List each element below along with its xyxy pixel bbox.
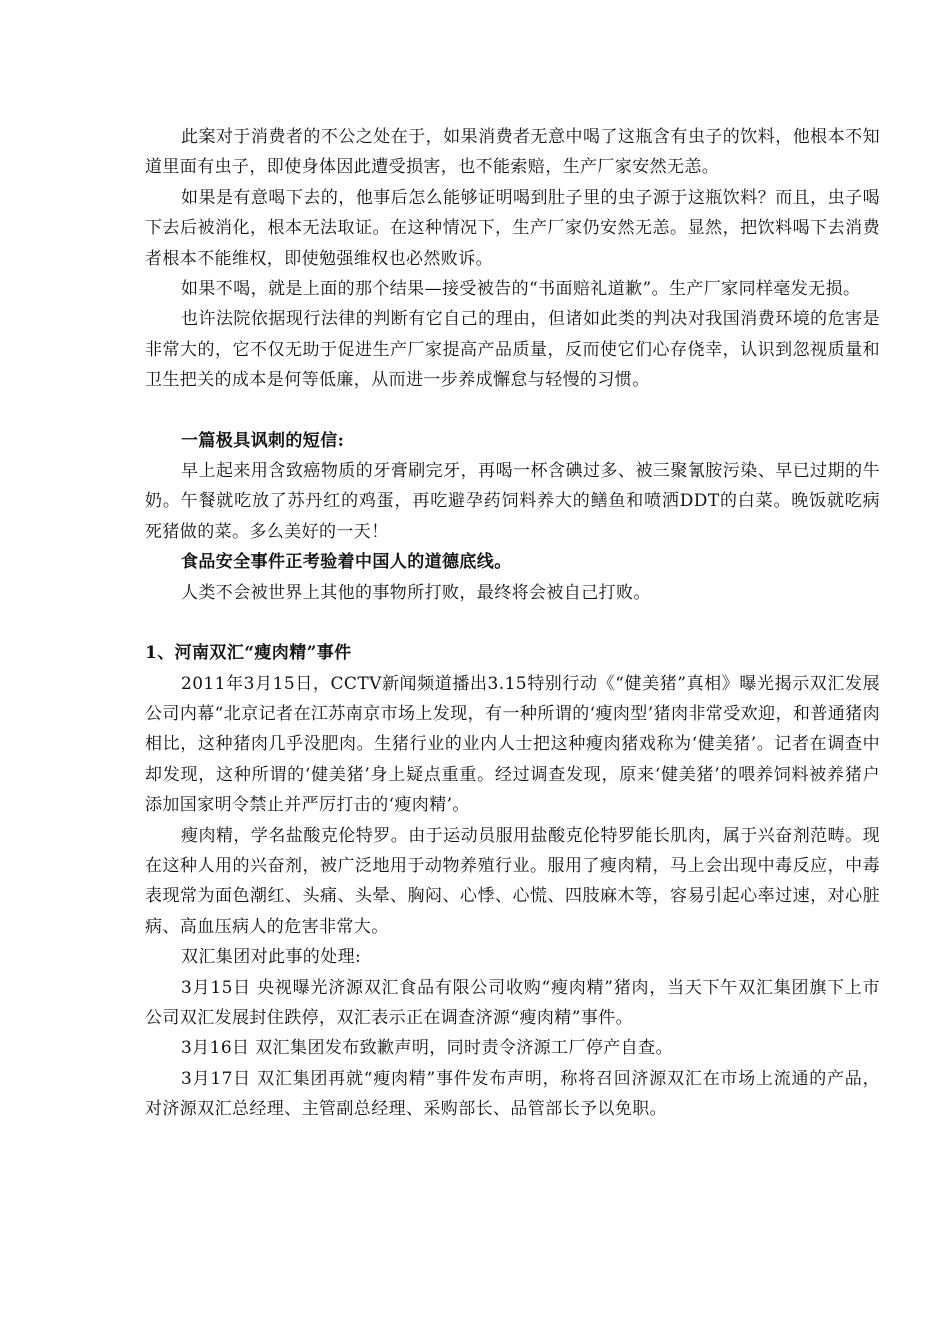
section-1-paragraph-4: 3月15日 央视曝光济源双汇食品有限公司收购“瘦肉精”猪肉，当天下午双汇集团旗下上市公司双汇发展封住跌停，双汇表示正在调查济源“瘦肉精”事件。 bbox=[145, 977, 880, 1028]
section-1-paragraph-6: 3月17日 双汇集团再就“瘦肉精”事件发布声明，称将召回济源双汇在市场上流通的产品，对济源双汇总经理、主管副总经理、采购部长、品管部长予以免职。 bbox=[145, 1068, 880, 1120]
document-page bbox=[145, 122, 880, 1125]
intro-paragraph-3: 如果不喝，就是上面的那个结果—接受被告的“书面赔礼道歉”。生产厂家同样毫发无损。 bbox=[181, 279, 861, 300]
section-1-paragraph-1: 2011年3月15日，CCTV新闻频道播出3.15特别行动《“健美猪”真相》曝光揭示双汇发展公司内幕“北京记者在江苏南京市场上发现，有一种所谓的‘瘦肉型’猪肉非常受欢迎，和普通猪肉相比，这种猪肉几乎没肥肉。生猪行业的业内人士把这种瘦肉猪戏称为‘健美猪’。记者在调查中却发现，这种所谓的‘健美猪’身上疑点重重。经过调查发现，原来‘健美猪’的喂养饲料被养猪户添加国家明令禁止并严厉打击的‘瘦肉精’。 bbox=[145, 673, 880, 816]
sms-closing: 人类不会被世界上其他的事物所打败，最终将会被自己打败。 bbox=[181, 582, 651, 603]
section-1-paragraph-5: 3月16日 双汇集团发布致歉声明，同时责令济源工厂停产自查。 bbox=[181, 1038, 673, 1059]
intro-paragraph-2: 如果是有意喝下去的，他事后怎么能够证明喝到肚子里的虫子源于这瓶饮料？而且，虫子喝下去后被消化，根本无法取证。在这种情况下，生产厂家仍安然无恙。显然，把饮料喝下去消费者根本不能维权，即使勉强维权也必然败诉。 bbox=[145, 187, 880, 269]
spacer bbox=[145, 608, 880, 638]
spacer bbox=[145, 396, 880, 426]
section-1-paragraph-3: 双汇集团对此事的处理: bbox=[181, 947, 362, 968]
sms-heading: 一篇极具讽刺的短信: bbox=[181, 430, 345, 451]
section-1-heading: 1、河南双汇“瘦肉精”事件 bbox=[145, 643, 352, 664]
sms-bold-line: 食品安全事件正考验着中国人的道德底线。 bbox=[181, 552, 512, 573]
intro-paragraph-4: 也许法院依据现行法律的判断有它自己的理由，但诸如此类的判决对我国消费环境的危害是非常大的，它不仅无助于促进生产厂家提高产品质量，反而使它们心存侥幸，认识到忽视质量和卫生把关的成本是何等低廉，从而进一步养成懈怠与轻慢的习惯。 bbox=[145, 309, 880, 391]
intro-paragraph-1: 此案对于消费者的不公之处在于，如果消费者无意中喝了这瓶含有虫子的饮料，他根本不知道里面有虫子，即使身体因此遭受损害，也不能索赔，生产厂家安然无恙。 bbox=[145, 127, 880, 178]
sms-body: 早上起来用含致癌物质的牙膏刷完牙，再喝一杯含碘过多、被三聚氰胺污染、早已过期的牛奶。午餐就吃放了苏丹红的鸡蛋，再吃避孕药饲料养大的鳝鱼和喷洒DDT的白菜。晚饭就吃病死猪做的菜。多么美好的一天！ bbox=[145, 461, 880, 542]
section-1-paragraph-2: 瘦肉精，学名盐酸克伦特罗。由于运动员服用盐酸克伦特罗能长肌肉，属于兴奋剂范畴。现在这种人用的兴奋剂，被广泛地用于动物养殖行业。服用了瘦肉精，马上会出现中毒反应，中毒表现常为面色潮红、头痛、头晕、胸闷、心悸、心慌、四肢麻木等，容易引起心率过速，对心脏病、高血压病人的危害非常大。 bbox=[145, 825, 880, 937]
